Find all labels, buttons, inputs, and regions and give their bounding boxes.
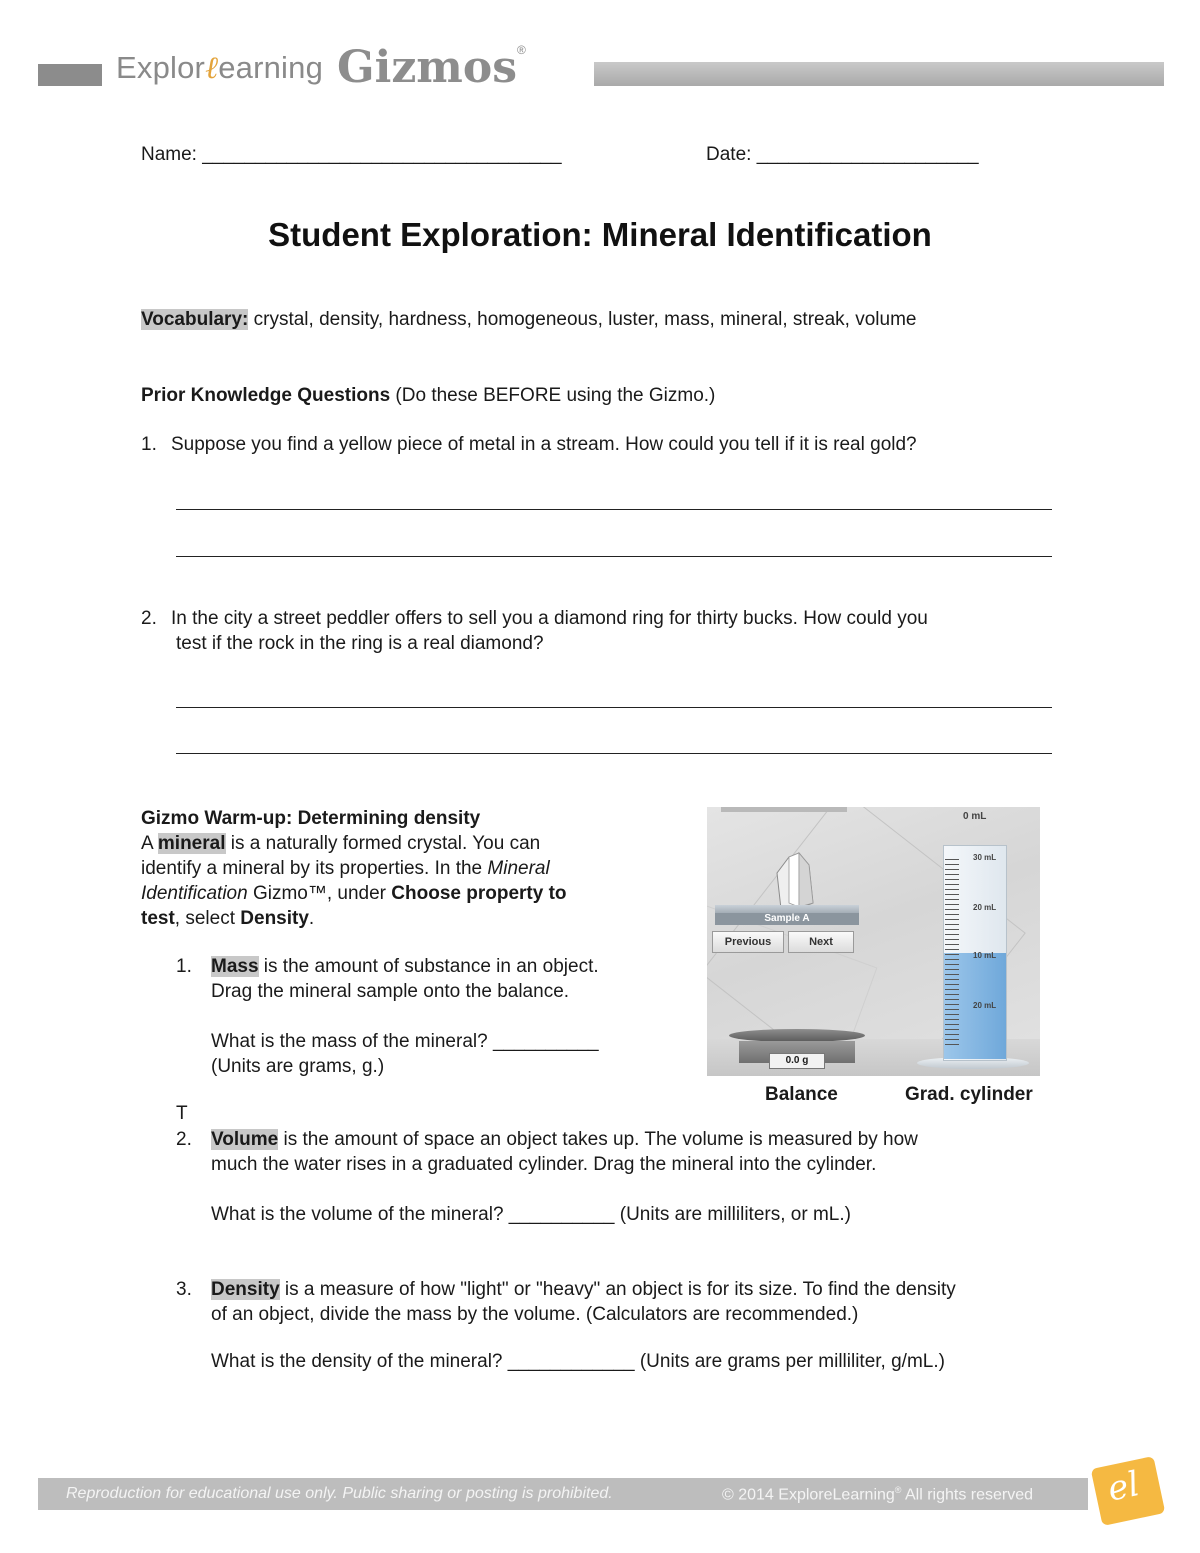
header-bar-right <box>594 62 1164 86</box>
prior-knowledge-note: (Do these BEFORE using the Gizmo.) <box>390 385 716 406</box>
vocabulary-label: Vocabulary: <box>141 309 249 330</box>
item-1-text-line1: is the amount of substance in an object. <box>258 956 599 977</box>
warmup-intro-line1: A mineral is a naturally formed crystal. You can <box>141 833 541 854</box>
prior-knowledge-title: Prior Knowledge Questions <box>141 385 391 406</box>
cylinder-mark: 30 mL <box>973 853 997 862</box>
cylinder-mark: 20 mL <box>973 903 997 912</box>
warmup-intro <box>141 806 641 931</box>
item-1-question[interactable] <box>211 1029 599 1079</box>
question-2-number: 2. <box>141 608 157 629</box>
brand-reg: ® <box>516 43 526 57</box>
page-title: Student Exploration: Mineral Identification <box>268 216 932 253</box>
vocabulary-line <box>141 309 916 331</box>
item-2-number: 2. <box>176 1129 192 1150</box>
sample-shelf <box>715 905 859 913</box>
answer-line-q1-b[interactable] <box>176 556 1052 557</box>
item-3-question[interactable]: What is the density of the mineral? ____________ (Units are grams per milliliter, g/mL.) <box>211 1351 945 1372</box>
brand-explore: Explor <box>116 50 206 85</box>
warmup-intro-line2: identify a mineral by its properties. In the Mineral <box>141 858 550 879</box>
crystal-sample-icon[interactable] <box>767 851 827 911</box>
term-density: Density <box>211 1279 280 1300</box>
question-2-text-line1: In the city a street peddler offers to sell you a diamond ring for thirty bucks. How could you <box>171 608 928 629</box>
caption-balance: Balance <box>765 1084 838 1105</box>
item-2-question[interactable]: What is the volume of the mineral? __________ (Units are milliliters, or mL.) <box>211 1204 851 1225</box>
brand-gizmos: Gizmos <box>337 42 517 93</box>
question-1-number: 1. <box>141 434 157 455</box>
cylinder-volume-label: 0 mL <box>963 811 987 822</box>
rights-text: All rights reserved <box>901 1486 1034 1504</box>
date-blank[interactable]: _____________________ <box>756 144 979 165</box>
question-2 <box>141 606 928 656</box>
warmup-item-volume <box>176 1127 918 1177</box>
explorelearning-logo-icon: el <box>1091 1456 1166 1526</box>
item-1-text-line2: Drag the mineral sample onto the balance. <box>211 981 570 1002</box>
item-3-text-line1: is a measure of how "light" or "heavy" an object is for its size. To find the density <box>279 1279 956 1300</box>
term-volume: Volume <box>211 1129 279 1150</box>
header-bar-left <box>38 64 102 86</box>
caption-cylinder: Grad. cylinder <box>905 1084 1033 1105</box>
balance-readout: 0.0 g <box>769 1053 825 1069</box>
term-mineral: mineral <box>157 833 226 854</box>
term-mass: Mass <box>211 956 259 977</box>
vocabulary-terms: crystal, density, hardness, homogeneous, luster, mass, mineral, streak, volume <box>248 309 917 330</box>
warmup-item-mass <box>176 954 599 1004</box>
date-field[interactable] <box>706 144 979 166</box>
next-button[interactable]: Next <box>788 931 854 953</box>
prior-knowledge-heading <box>141 385 715 407</box>
mass-units: (Units are grams, g.) <box>211 1056 385 1077</box>
previous-button[interactable]: Previous <box>712 931 784 953</box>
question-1 <box>141 434 917 456</box>
name-blank[interactable]: __________________________________ <box>202 144 562 165</box>
cylinder-mark: 20 mL <box>973 1001 997 1010</box>
mass-question[interactable]: What is the mass of the mineral? __________ <box>211 1031 599 1052</box>
stray-letter: T <box>176 1103 188 1124</box>
name-field[interactable] <box>141 144 562 166</box>
warmup-intro-line4: test, select Density. <box>141 908 315 929</box>
sample-label: Sample A <box>715 913 859 925</box>
copyright-text: © 2014 ExploreLearning <box>722 1486 895 1504</box>
top-shelf <box>721 807 847 812</box>
warmup-intro-line3: Identification Gizmo™, under Choose property to <box>141 883 567 904</box>
brand-learning: earning <box>218 50 324 85</box>
warmup-heading: Gizmo Warm-up: Determining density <box>141 808 481 829</box>
brand-logo <box>116 42 526 98</box>
warmup-item-density <box>176 1277 956 1327</box>
answer-line-q1-a[interactable] <box>176 509 1052 510</box>
name-label: Name: <box>141 144 203 165</box>
answer-line-q2-a[interactable] <box>176 707 1052 708</box>
item-1-number: 1. <box>176 956 192 977</box>
item-3-number: 3. <box>176 1279 192 1300</box>
question-2-text-line2: test if the rock in the ring is a real diamond? <box>176 633 544 654</box>
item-3-text-line2: of an object, divide the mass by the volume. (Calculators are recommended.) <box>211 1304 859 1325</box>
brand-learning-mark: ℓ <box>205 50 219 86</box>
date-label: Date: <box>706 144 757 165</box>
cylinder-mark: 10 mL <box>973 951 997 960</box>
question-1-text: Suppose you find a yellow piece of metal in a stream. How could you tell if it is real gold? <box>171 434 917 455</box>
gizmo-screenshot <box>707 807 1040 1076</box>
answer-line-q2-b[interactable] <box>176 753 1052 754</box>
footer-copyright: © 2014 ExploreLearning® All rights reserved <box>722 1485 1034 1504</box>
item-2-text-line1: is the amount of space an object takes up. The volume is measured by how <box>278 1129 918 1150</box>
footer-notice: Reproduction for educational use only. Public sharing or posting is prohibited. <box>66 1485 613 1502</box>
item-2-text-line2: much the water rises in a graduated cylinder. Drag the mineral into the cylinder. <box>211 1154 877 1175</box>
cylinder-ticks <box>945 859 959 1049</box>
